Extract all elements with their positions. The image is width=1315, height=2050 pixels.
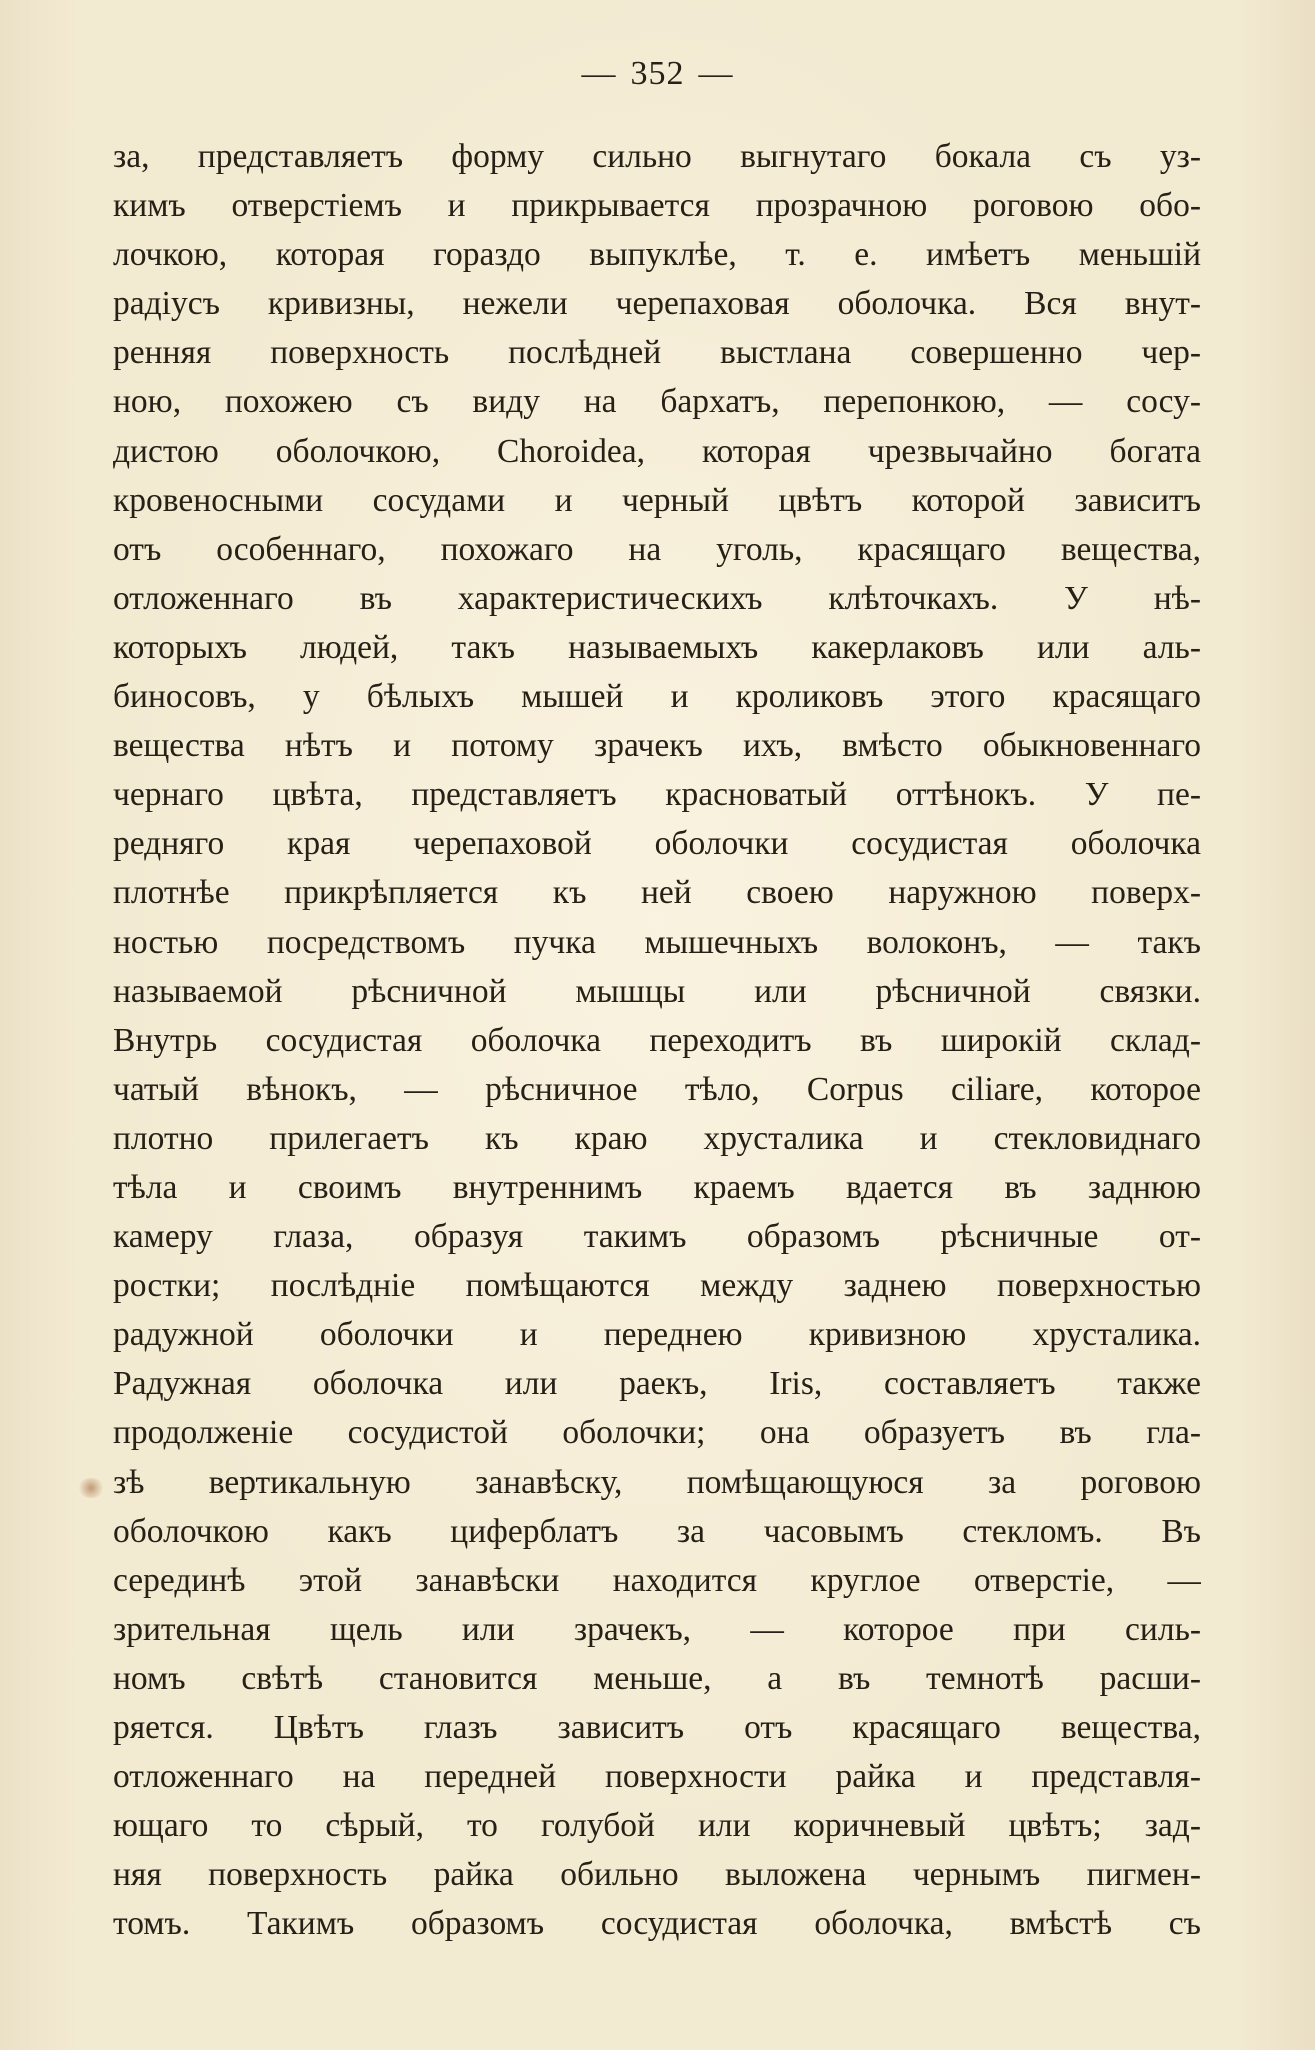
page-number-header (0, 55, 1315, 93)
text-line: отложеннаго въ характеристическихъ клѣточкахъ. У нѣ- (113, 579, 1201, 617)
text-line: биносовъ, у бѣлыхъ мышей и кроликовъ этого красящаго (113, 678, 1201, 716)
text-line: серединѣ этой занавѣски находится круглое отверстіе, — (113, 1561, 1201, 1599)
text-line: оболочкою какъ циферблатъ за часовымъ стекломъ. Въ (113, 1512, 1201, 1550)
text-line: ющаго то сѣрый, то голубой или коричневый цвѣтъ; зад- (113, 1807, 1201, 1845)
text-line: которыхъ людей, такъ называемыхъ какерлаковъ или аль- (113, 628, 1201, 666)
text-line: плотнѣе прикрѣпляется къ ней своею наружною поверх- (113, 874, 1201, 912)
text-line: за, представляетъ форму сильно выгнутаго бокала съ уз- (113, 138, 1201, 175)
page-number: 352 (630, 55, 685, 92)
text-line: Радужная оболочка или раекъ, Iris, составляетъ также (113, 1365, 1201, 1403)
text-line: номъ свѣтѣ становится меньше, а въ темнотѣ расши- (113, 1659, 1201, 1697)
text-line: Внутрь сосудистая оболочка переходитъ въ широкій склад- (113, 1021, 1201, 1059)
text-line: называемой рѣсничной мышцы или рѣсничной связки. (113, 972, 1201, 1010)
text-line: продолженіе сосудистой оболочки; она образуетъ въ гла- (113, 1414, 1201, 1452)
text-line: вещества нѣтъ и потому зрачекъ ихъ, вмѣсто обыкновеннаго (113, 727, 1201, 765)
text-line: дистою оболочкою, Choroidea, которая чрезвычайно богата (113, 432, 1201, 470)
text-line: отложеннаго на передней поверхности райка и представля- (113, 1758, 1201, 1796)
text-line: ренняя поверхность послѣдней выстлана совершенно чер- (113, 334, 1201, 372)
text-line: кимъ отверстіемъ и прикрывается прозрачною роговою обо- (113, 187, 1201, 225)
text-line: радужной оболочки и переднею кривизною хрусталика. (113, 1316, 1201, 1354)
text-line: ростки; послѣдніе помѣщаются между заднею поверхностью (113, 1267, 1201, 1305)
text-line: ностью посредствомъ пучка мышечныхъ волоконъ, — такъ (113, 923, 1201, 961)
text-line: радіусъ кривизны, нежели черепаховая оболочка. Вся внут- (113, 285, 1201, 323)
text-line: камеру глаза, образуя такимъ образомъ рѣсничные от- (113, 1218, 1201, 1256)
page-number-dash-right: — (698, 55, 734, 92)
text-line: чатый вѣнокъ, — рѣсничное тѣло, Corpus ciliare, которое (113, 1070, 1201, 1108)
text-line: томъ. Такимъ образомъ сосудистая оболочка, вмѣстѣ съ (113, 1905, 1201, 1943)
text-line: зрительная щель или зрачекъ, — которое при силь- (113, 1610, 1201, 1648)
text-line: плотно прилегаетъ къ краю хрусталика и стекловиднаго (113, 1119, 1201, 1157)
text-line: лочкою, которая гораздо выпуклѣе, т. е. имѣетъ меньшій (113, 236, 1201, 274)
text-line: зѣ вертикальную занавѣску, помѣщающуюся за роговою (113, 1463, 1201, 1501)
text-line: ряется. Цвѣтъ глазъ зависитъ отъ красящаго вещества, (113, 1709, 1201, 1746)
page-number-dash-left: — (581, 55, 617, 92)
text-line: кровеносными сосудами и черный цвѣтъ которой зависитъ (113, 481, 1201, 519)
text-line: ною, похожею съ виду на бархатъ, перепонкою, — сосу- (113, 383, 1201, 421)
text-line: няя поверхность райка обильно выложена чернымъ пигмен- (113, 1856, 1201, 1894)
text-line: редняго края черепаховой оболочки сосудистая оболочка (113, 825, 1201, 863)
body-text (113, 132, 1201, 1948)
text-line: чернаго цвѣта, представляетъ красноватый оттѣнокъ. У пе- (113, 776, 1201, 814)
text-line: тѣла и своимъ внутреннимъ краемъ вдается въ заднюю (113, 1168, 1201, 1206)
ink-stain-mark (78, 1478, 104, 1498)
text-line: отъ особеннаго, похожаго на уголь, красящаго вещества, (113, 530, 1201, 568)
